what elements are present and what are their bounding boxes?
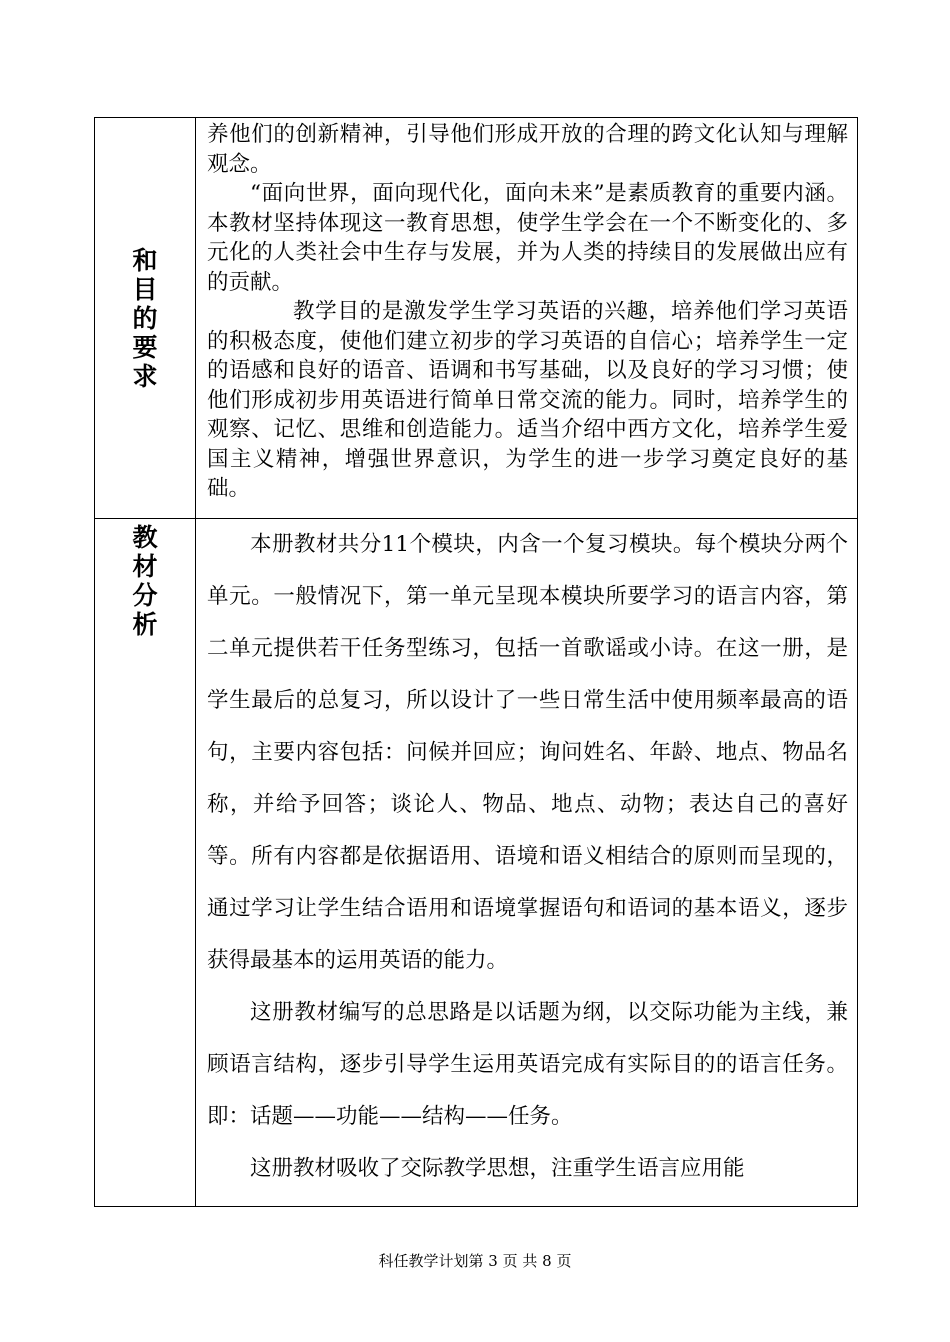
row-label-cell xyxy=(95,118,196,519)
paragraph: 养他们的创新精神，引导他们形成开放的合理的跨文化认知与理解观念。 xyxy=(207,122,848,177)
plan-table xyxy=(94,117,858,1207)
table-row-textbook-analysis xyxy=(95,519,858,1207)
paragraph: “面向世界，面向现代化，面向未来”是素质教育的重要内涵。本教材坚持体现这一教育思想，使学生学会在一个不断变化的、多元化的人类社会中生存与发展，并为人类的持续目的发展做出应有的贡献。 xyxy=(207,181,848,295)
paragraph: 本册教材共分11个模块，内含一个复习模块。每个模块分两个单元。一般情况下，第一单元呈现本模块所要学习的语言内容，第二单元提供若干任务型练习，包括一首歌谣或小诗。在这一册，是学生最后的总复习，所以设计了一些日常生活中使用频率最高的语句，主要内容包括：问候并回应；询问姓名、年龄、地点、物品名称，并给予回答；谈论人、物品、地点、动物；表达自己的喜好等。所有内容都是依据语用、语境和语义相结合的原则而呈现的，通过学习让学生结合语用和语境掌握语句和语词的基本语义，逐步获得最基本的运用英语的能力。 xyxy=(207,532,848,973)
table-row-purpose xyxy=(95,118,858,519)
row-content-cell xyxy=(196,519,858,1207)
paragraph: 这册教材编写的总思路是以话题为纲，以交际功能为主线，兼顾语言结构，逐步引导学生运用英语完成有实际目的的语言任务。即：话题——功能——结构——任务。 xyxy=(207,1000,848,1129)
row-label-textbook-analysis: 教材分析 xyxy=(132,523,158,639)
row-content-cell xyxy=(196,118,858,519)
paragraph: 这册教材吸收了交际教学思想，注重学生语言应用能 xyxy=(250,1156,745,1181)
paragraph: 教学目的是激发学生学习英语的兴趣，培养他们学习英语的积极态度，使他们建立初步的学习英语的自信心；培养学生一定的语感和良好的语音、语调和书写基础，以及良好的学习习惯；使他们形成初步用英语进行简单日常交流的能力。同时，培养学生的观察、记忆、思维和创造能力。适当介绍中西方文化，培养学生爱国主义精神，增强世界意识，为学生的进一步学习奠定良好的基础。 xyxy=(207,299,848,501)
page-footer: 科任教学计划第 3 页 共 8 页 xyxy=(378,1252,572,1270)
row-label-purpose: 和目的要求 xyxy=(132,246,158,391)
row-label-cell xyxy=(95,519,196,1207)
